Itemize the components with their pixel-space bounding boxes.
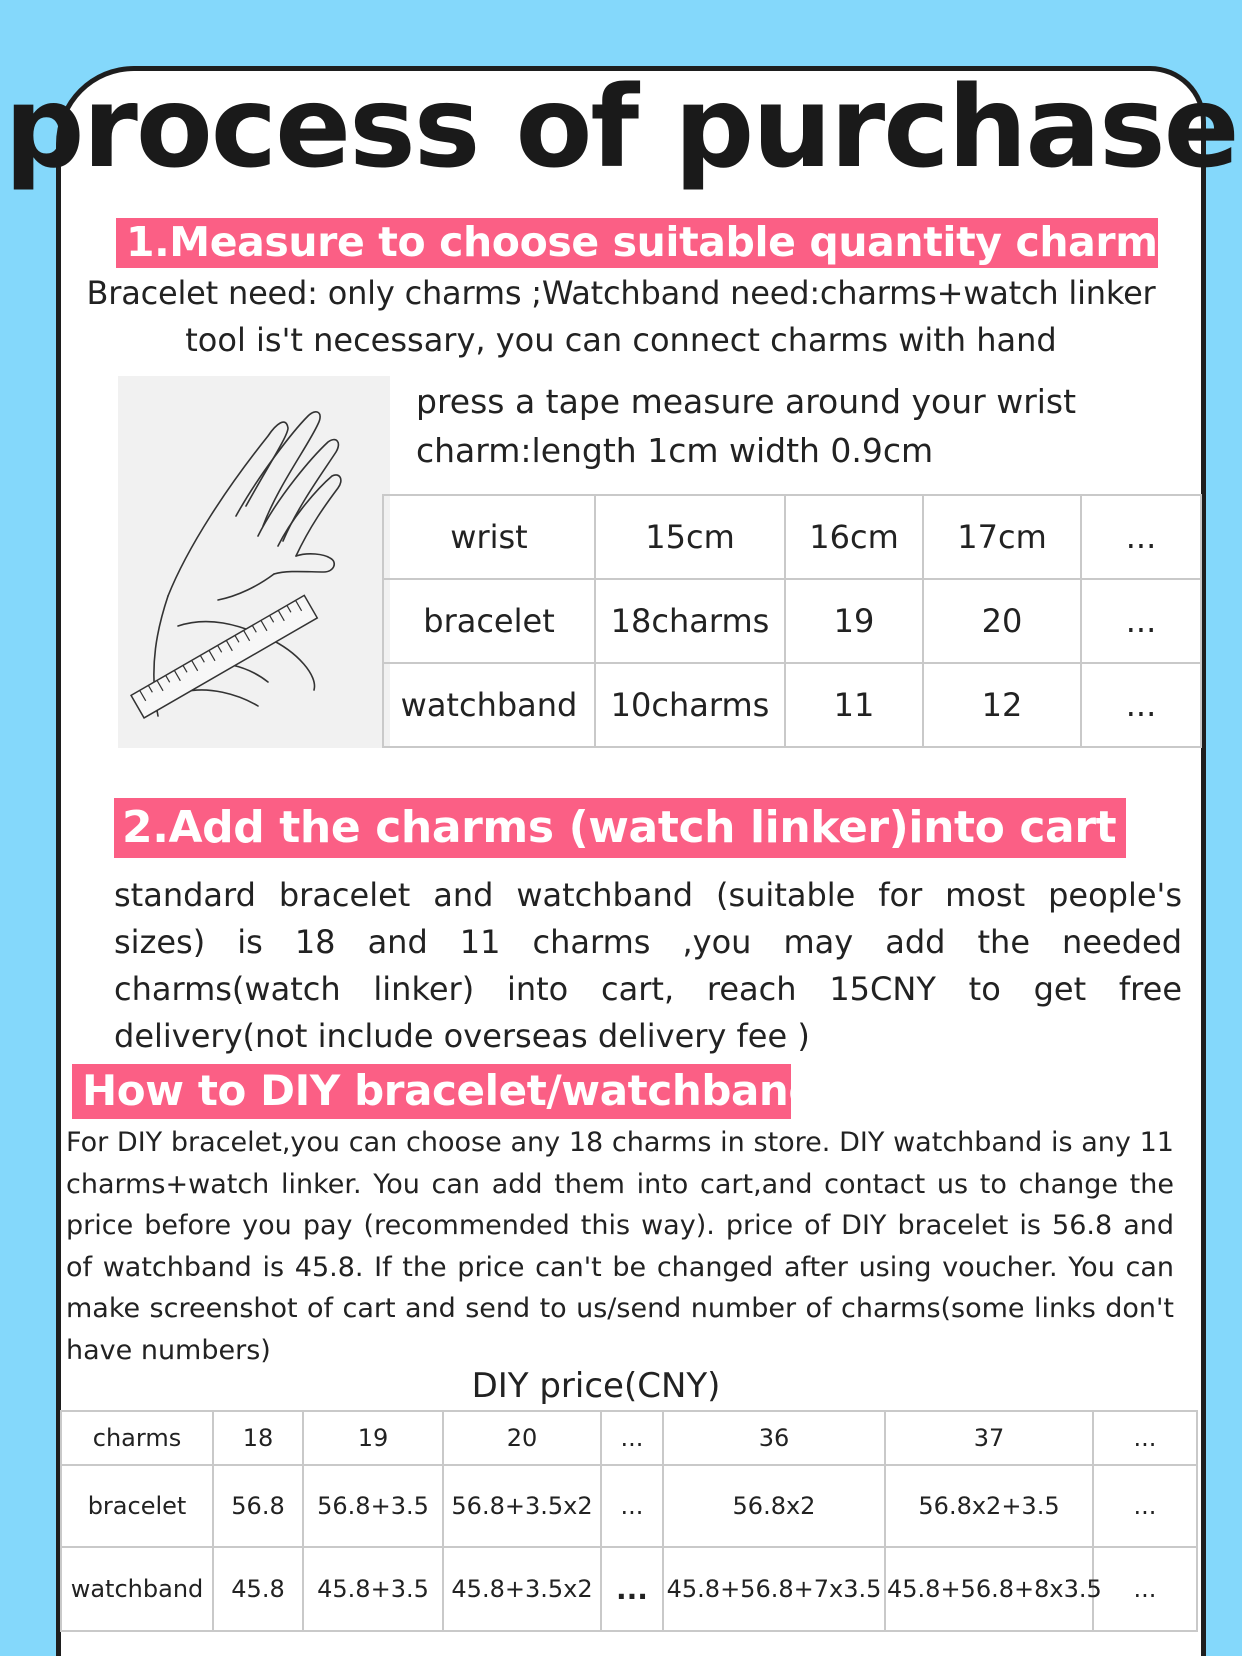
diy-price-table: [60, 1410, 1198, 1632]
step1-tool-line: tool is't necessary, you can connect charms with hand: [185, 321, 1057, 359]
table-cell: watchband: [383, 663, 595, 747]
table-cell: 45.8+56.8+7x3.5: [663, 1547, 885, 1631]
table-cell: ...: [1081, 579, 1201, 663]
table-cell: 15cm: [595, 495, 785, 579]
table-cell: 18: [213, 1411, 303, 1465]
table-cell: bracelet: [61, 1465, 213, 1547]
table-cell: 19: [303, 1411, 443, 1465]
table-cell: ...: [1093, 1547, 1197, 1631]
table-cell: 36: [663, 1411, 885, 1465]
table-cell: 20: [443, 1411, 601, 1465]
table-cell: 18charms: [595, 579, 785, 663]
measure-instruction: press a tape measure around your wrist: [416, 382, 1077, 421]
wrist-measure-illustration: [118, 376, 390, 748]
table-cell: 56.8: [213, 1465, 303, 1547]
table-cell: 45.8+56.8+8x3.5: [885, 1547, 1093, 1631]
step2-paragraph: standard bracelet and watchband (suitable for most people's sizes) is 18 and 11 charms ,you may add the needed charms(watch linker) into cart, reach 15CNY to get free delivery(not include overseas delivery fee ): [114, 876, 1182, 1055]
diy-banner: How to DIY bracelet/watchband: [72, 1064, 791, 1119]
table-cell: 12: [923, 663, 1081, 747]
table-cell: ...: [1093, 1411, 1197, 1465]
step1-banner: 1.Measure to choose suitable quantity charms: [116, 218, 1158, 268]
price-table-title: DIY price(CNY): [471, 1366, 721, 1406]
step1-need-line: Bracelet need: only charms ;Watchband need:charms+watch linker: [86, 274, 1156, 312]
table-cell: 11: [785, 663, 923, 747]
step2-banner: 2.Add the charms (watch linker)into cart: [114, 798, 1126, 858]
table-cell: ...: [601, 1547, 663, 1631]
table-cell: ...: [601, 1465, 663, 1547]
table-cell: 10charms: [595, 663, 785, 747]
table-cell: charms: [61, 1411, 213, 1465]
table-cell: watchband: [61, 1547, 213, 1631]
table-cell: 56.8+3.5: [303, 1465, 443, 1547]
table-cell: 45.8+3.5: [303, 1547, 443, 1631]
table-cell: 17cm: [923, 495, 1081, 579]
table-cell: bracelet: [383, 579, 595, 663]
hand-tape-drawing: [118, 376, 390, 748]
table-cell: wrist: [383, 495, 595, 579]
table-row: [61, 1465, 1197, 1547]
diy-paragraph: For DIY bracelet,you can choose any 18 charms in store. DIY watchband is any 11 charms+watch linker. You can add them into cart,and contact us to change the price before you pay (recommended this way). price of DIY bracelet is 56.8 and of watchband is 45.8. If the price can't be changed after using voucher. You can make screenshot of cart and send to us/send number of charms(some links don't have numbers): [66, 1127, 1174, 1366]
page-title: process of purchase: [4, 63, 1238, 193]
table-row: [383, 495, 1201, 579]
table-row: [61, 1411, 1197, 1465]
table-row: [383, 663, 1201, 747]
table-cell: 37: [885, 1411, 1093, 1465]
table-cell: 16cm: [785, 495, 923, 579]
table-cell: ...: [1081, 495, 1201, 579]
charm-size-line: charm:length 1cm width 0.9cm: [416, 431, 934, 470]
table-cell: ...: [601, 1411, 663, 1465]
table-cell: 56.8x2+3.5: [885, 1465, 1093, 1547]
table-cell: 19: [785, 579, 923, 663]
table-row: [383, 579, 1201, 663]
table-cell: ...: [1081, 663, 1201, 747]
table-cell: 56.8+3.5x2: [443, 1465, 601, 1547]
table-cell: 45.8+3.5x2: [443, 1547, 601, 1631]
table-cell: 20: [923, 579, 1081, 663]
table-cell: 56.8x2: [663, 1465, 885, 1547]
table-cell: 45.8: [213, 1547, 303, 1631]
size-table: [382, 494, 1202, 748]
table-cell: ...: [1093, 1465, 1197, 1547]
table-row: [61, 1547, 1197, 1631]
